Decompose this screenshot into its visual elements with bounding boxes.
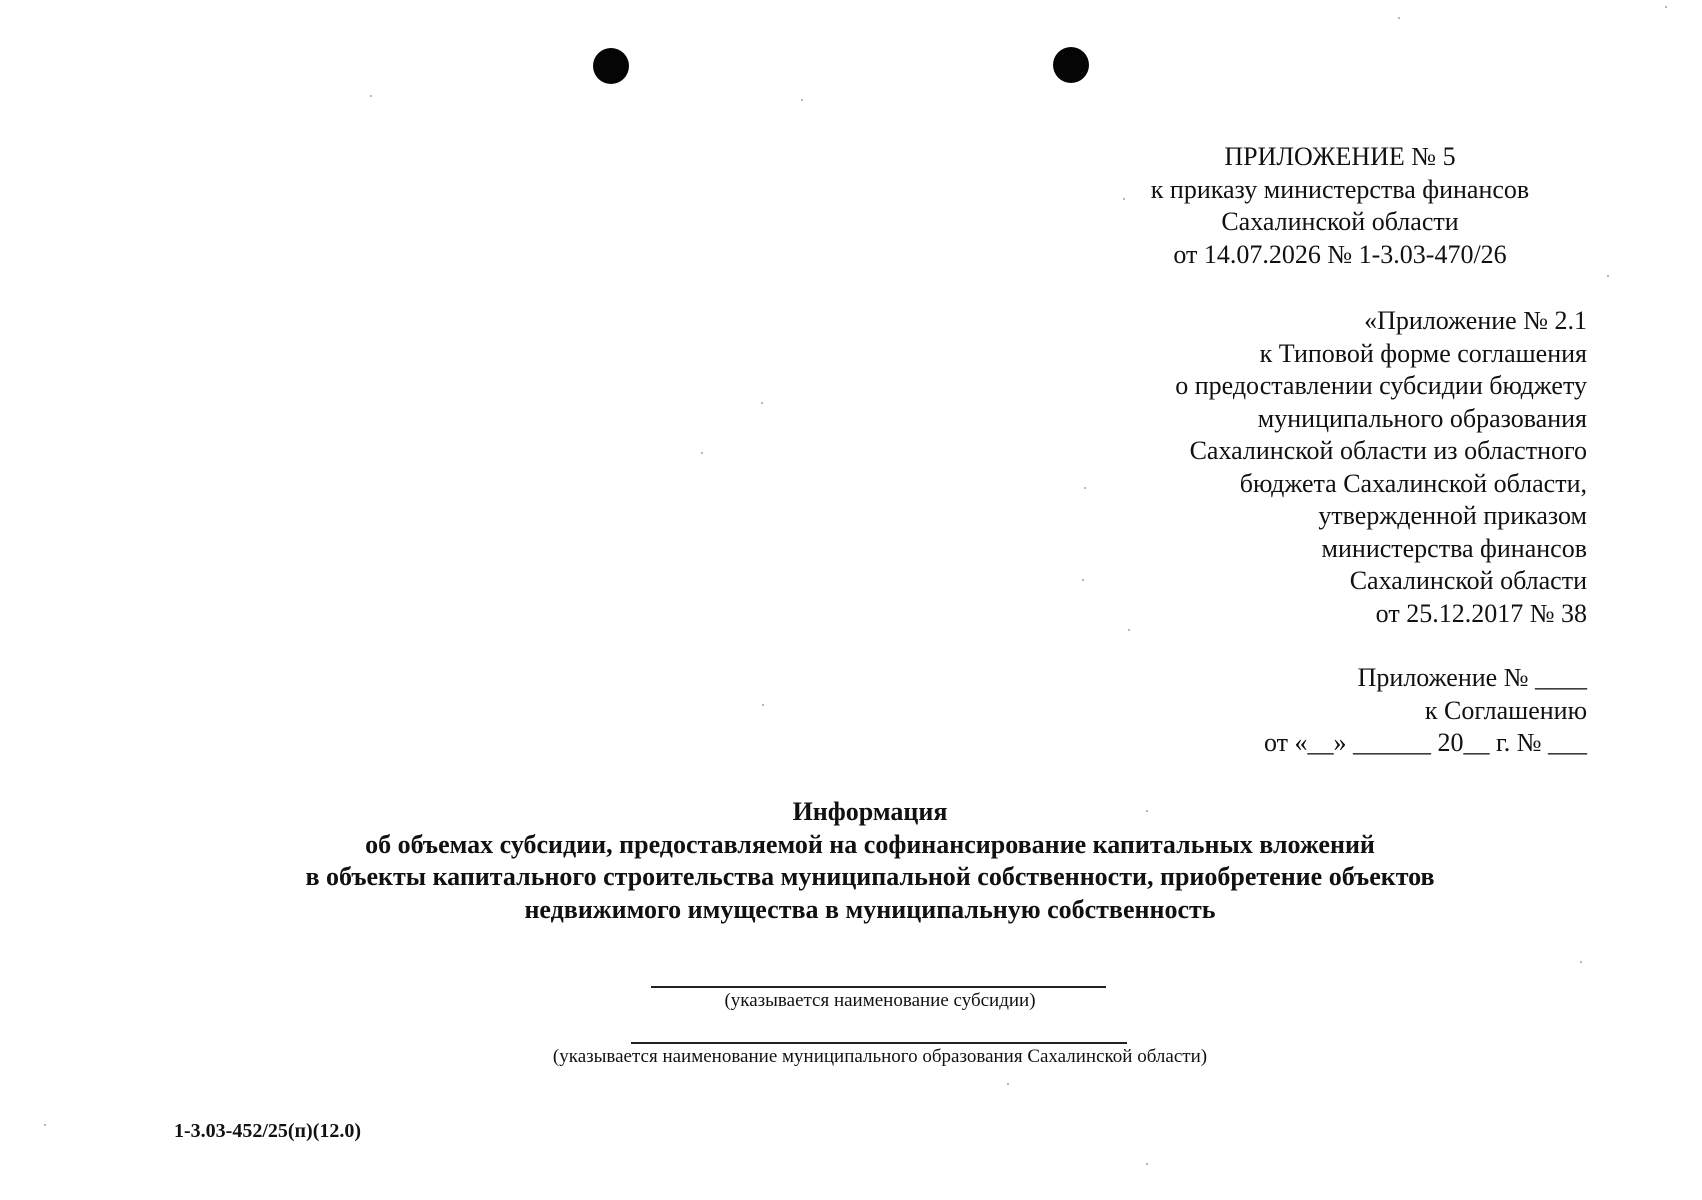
order-annex-header <box>1100 141 1580 271</box>
appendix-line: Сахалинской области из областного <box>1189 436 1587 465</box>
appendix-line: муниципального образования <box>1257 403 1587 433</box>
appendix-line: Сахалинской области <box>1349 566 1587 595</box>
scan-speck <box>1007 1083 1009 1085</box>
appendix-line: к Типовой форме соглашения <box>1259 338 1587 368</box>
scan-speck <box>762 704 764 706</box>
appendix-line: утвержденной приказом <box>1318 501 1587 530</box>
appendix-line: от 25.12.2017 № 38 <box>1375 598 1587 628</box>
appendix-line: «Приложение № 2.1 <box>1364 306 1587 335</box>
standard-form-appendix <box>1067 305 1587 630</box>
scan-speck <box>370 95 372 97</box>
agreement-appendix-number: Приложение № ____ <box>1357 663 1587 692</box>
title-line: об объемах субсидии, предоставляемой на софинансирование капитальных вложений <box>365 829 1375 859</box>
agreement-appendix <box>1167 662 1587 760</box>
scan-speck <box>1665 6 1667 8</box>
appendix-line: о предоставлении субсидии бюджету <box>1175 371 1587 400</box>
document-title <box>160 796 1580 926</box>
agreement-date-number: от «__» ______ 20__ г. № ___ <box>1263 728 1587 757</box>
agreement-reference: к Соглашению <box>1424 695 1587 725</box>
scan-speck <box>1607 275 1609 277</box>
order-date-number: от 14.07.2026 № 1-3.03-470/26 <box>1173 239 1507 269</box>
title-line: недвижимого имущества в муниципальную собственность <box>524 894 1216 924</box>
region-line: Сахалинской области <box>1221 207 1459 236</box>
subsidy-name-caption: (указывается наименование субсидии) <box>724 990 1036 1011</box>
scan-speck <box>801 99 803 101</box>
appendix-line: бюджета Сахалинской области, <box>1239 468 1587 498</box>
subsidy-name-field-line <box>651 986 1106 988</box>
scan-speck <box>701 452 703 454</box>
annex-title: ПРИЛОЖЕНИЕ № 5 <box>1224 142 1456 171</box>
scan-speck <box>1398 17 1400 19</box>
municipality-name-caption: (указывается наименование муниципального образования Сахалинской области) <box>552 1046 1208 1067</box>
title-heading: Информация <box>792 797 948 826</box>
scan-speck <box>44 1124 46 1126</box>
appendix-line: министерства финансов <box>1321 533 1587 563</box>
municipality-name-field-line <box>631 1042 1127 1044</box>
scan-speck <box>761 402 763 404</box>
scan-speck <box>1580 961 1582 963</box>
punch-hole-right <box>1053 47 1089 83</box>
order-reference-line: к приказу министерства финансов <box>1150 174 1530 204</box>
title-line: в объекты капитального строительства муниципальной собственности, приобретение объектов <box>305 862 1435 891</box>
punch-hole-left <box>593 48 629 84</box>
scan-speck <box>1146 1163 1148 1165</box>
document-code: 1-3.03-452/25(п)(12.0) <box>174 1120 362 1142</box>
